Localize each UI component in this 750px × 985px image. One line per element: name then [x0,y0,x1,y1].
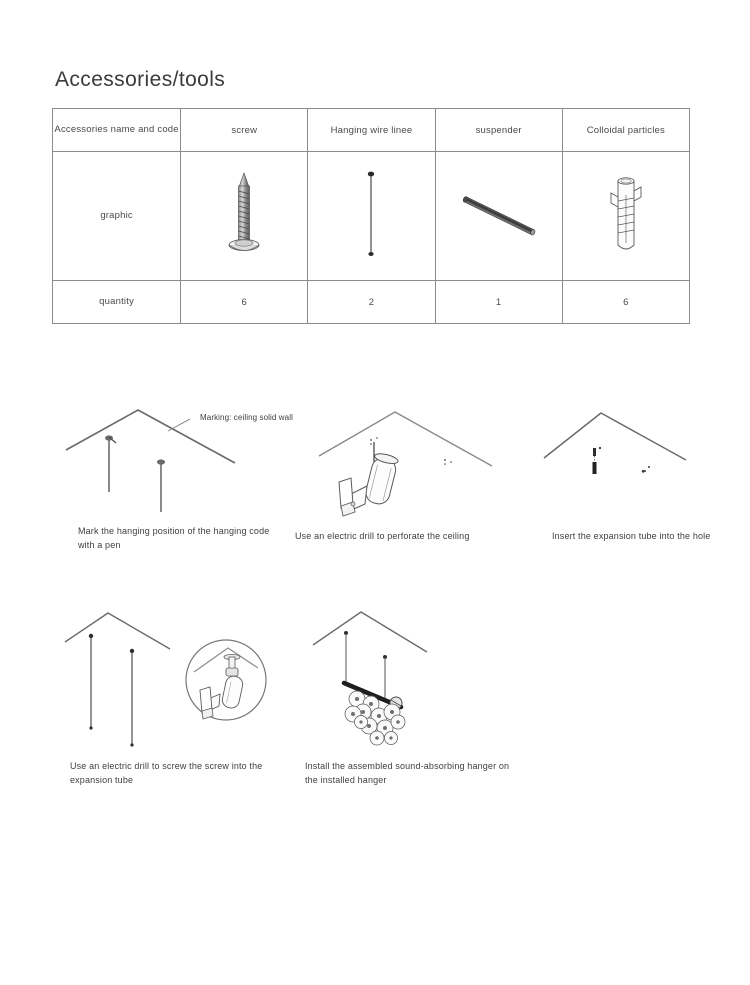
expansion-tube-in-ceiling-icon [525,400,750,525]
step-2-illustration [295,400,545,530]
row-label-name-and-code [53,109,181,152]
row-label-graphic [53,152,181,281]
step-2-caption: Use an electric drill to perforate the ceiling [295,531,470,541]
step-5-illustration [295,600,540,760]
column-header-colloidal-particles [562,109,689,152]
row-label-graphic-text: graphic [100,209,133,221]
step-1-illustration [60,400,310,530]
step-1 [60,400,310,550]
step-5-caption: Install the assembled sound-absorbing hanger on the installed hanger [305,761,510,785]
screw-icon [214,161,274,271]
expansion-tube-icon [596,161,656,271]
step-4-caption: Use an electric drill to screw the screw into the expansion tube [70,761,263,785]
marking-annotation: Marking: ceiling solid wall [200,413,293,422]
hanging-wire-icon [351,161,391,271]
hanging-wires-with-magnifier-icon [60,600,305,755]
graphic-cell-hanging-wire [308,152,435,281]
quantity-suspender: 1 [435,281,562,324]
step-3-caption: Insert the expansion tube into the hole [552,531,711,541]
table-quantity-row [53,281,690,324]
column-header-screw-text: screw [231,124,258,136]
column-header-hanging-wire [308,109,435,152]
column-header-hanging-wire-text: Hanging wire linee [330,124,413,136]
row-label-name-and-code-text: Accessories name and code [54,123,179,135]
row-label-quantity [53,281,181,324]
column-header-screw [181,109,308,152]
step-4 [60,600,305,785]
suspender-rod-icon [449,161,549,271]
step-3-illustration [525,400,750,530]
graphic-cell-suspender [435,152,562,281]
step-4-illustration [60,600,305,760]
step-1-caption: Mark the hanging position of the hanging code with a pen [78,526,270,550]
column-header-suspender [435,109,562,152]
step-2 [295,400,545,541]
sound-absorbing-hanger-icon [295,600,540,755]
column-header-colloidal-particles-text: Colloidal particles [586,124,665,136]
quantity-colloidal-particles: 6 [562,281,689,324]
electric-drill-icon [295,400,545,525]
graphic-cell-screw [181,152,308,281]
column-header-suspender-text: suspender [475,124,522,136]
accessories-table [52,108,690,324]
table-header-row [53,109,690,152]
page-title: Accessories/tools [55,68,226,91]
quantity-screw: 6 [181,281,308,324]
step-3 [525,400,750,541]
row-label-quantity-text: quantity [99,295,135,307]
quantity-hanging-wire: 2 [308,281,435,324]
table-graphic-row [53,152,690,281]
step-5 [295,600,540,785]
graphic-cell-colloidal-particles [562,152,689,281]
